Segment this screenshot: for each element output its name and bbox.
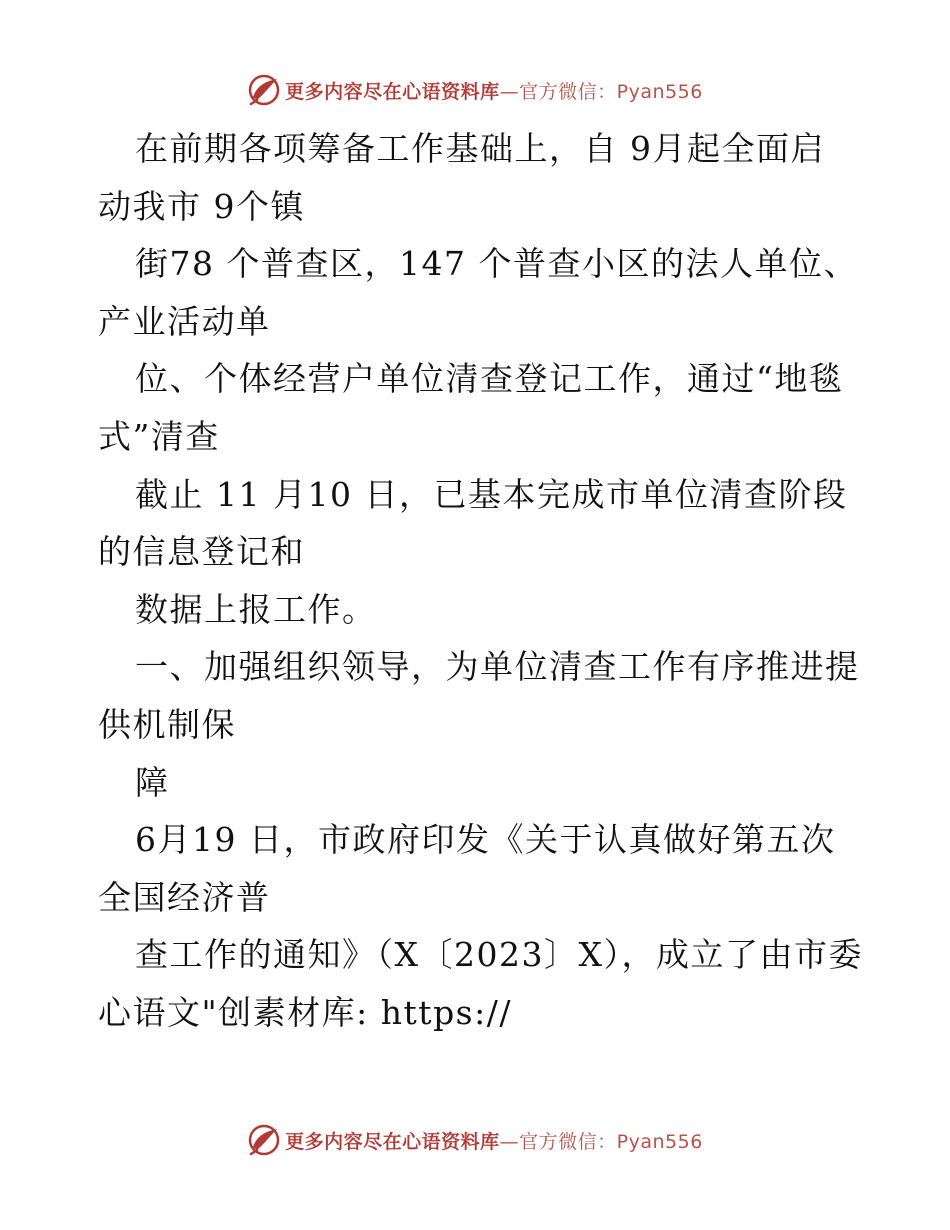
document-body — [98, 120, 863, 1042]
banner-text — [285, 77, 703, 104]
paragraph-line: 位、个体经营户单位清查登记工作，通过“地毯 — [135, 359, 844, 399]
paragraph-line: 动我市 9个镇 — [98, 186, 305, 226]
banner-text — [285, 1127, 703, 1154]
paragraph-line: 数据上报工作。 — [135, 589, 377, 629]
paragraph-line: 的信息登记和 — [98, 532, 305, 572]
paragraph-line: 截止 11 月10 日，已基本完成市单位清查阶段 — [135, 474, 848, 514]
banner-wechat: —官方微信：Pyan556 — [499, 1130, 703, 1153]
banner-wechat: —官方微信：Pyan556 — [499, 80, 703, 103]
section-heading-line: 一、加强组织领导，为单位清查工作有序推进提 — [135, 647, 860, 687]
section-heading-line: 障 — [135, 762, 170, 802]
footer-banner — [0, 1120, 950, 1160]
paragraph-line: 式”清查 — [98, 416, 220, 456]
paragraph-line: 在前期各项筹备工作基础上，自 9月起全面启 — [135, 129, 825, 168]
header-banner — [0, 70, 950, 110]
banner-lead: 更多内容尽在心语资料库 — [285, 80, 500, 103]
pen-nib-logo-icon — [247, 73, 281, 107]
banner-lead: 更多内容尽在心语资料库 — [285, 1130, 500, 1153]
paragraph-line: 全国经济普 — [98, 877, 271, 917]
paragraph-line: 6月19 日，市政府印发《关于认真做好第五次 — [135, 820, 836, 860]
paragraph-line: 心语文"创素材库: https:// — [98, 992, 512, 1032]
paragraph-line: 街78 个普查区，147 个普查小区的法人单位、 — [135, 244, 858, 284]
section-heading-line: 供机制保 — [98, 704, 236, 744]
paragraph-line: 产业活动单 — [98, 301, 271, 341]
paragraph-line: 查工作的通知》（X〔2023〕X），成立了由市委 — [135, 935, 863, 975]
pen-nib-logo-icon — [247, 1123, 281, 1157]
